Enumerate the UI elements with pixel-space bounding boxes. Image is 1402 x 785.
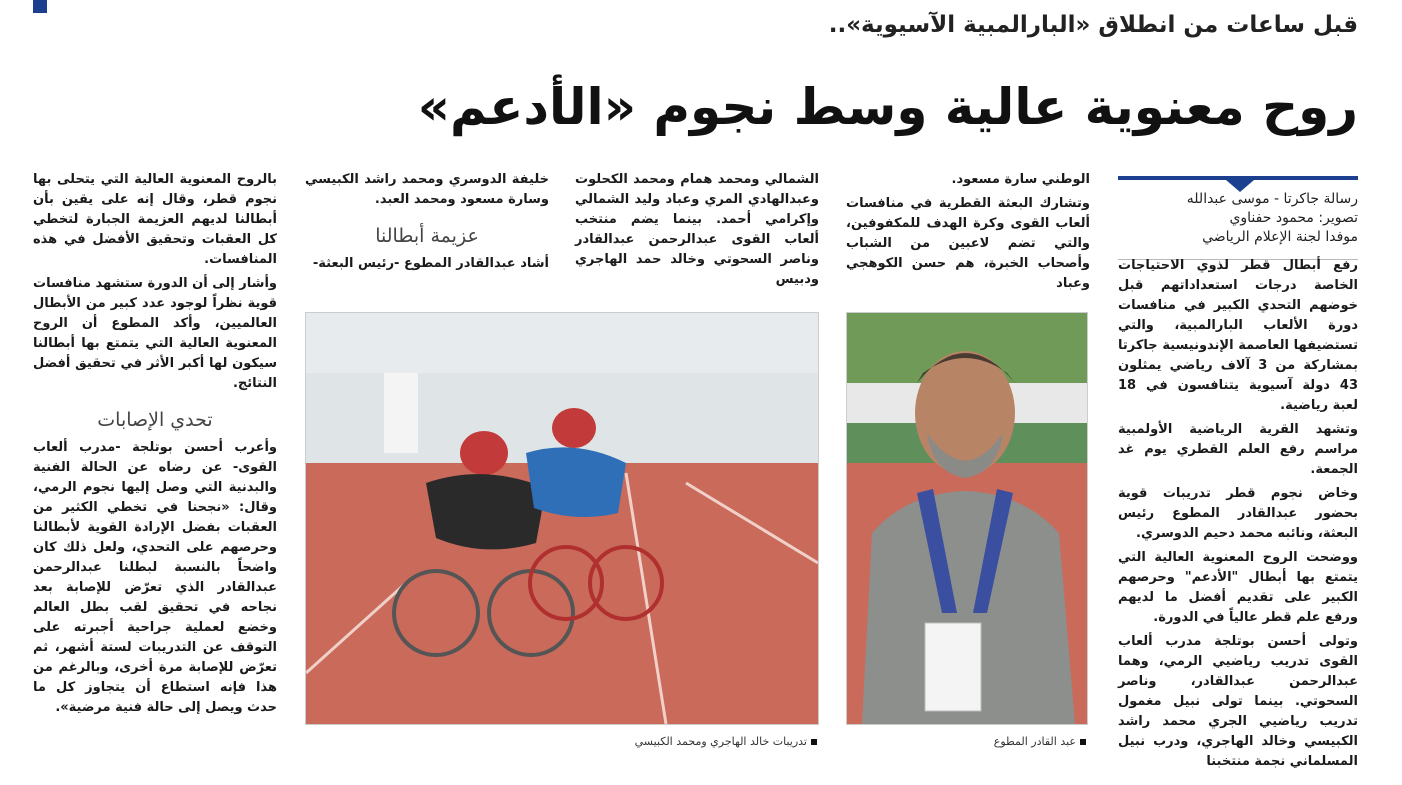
caption-text: عبد القادر المطوع xyxy=(993,735,1076,748)
article-column-3 xyxy=(575,170,819,294)
paragraph: الوطني سارة مسعود. xyxy=(951,172,1090,187)
paragraph: وأعرب أحسن بوتلجة -مدرب ألعاب القوى- عن رضاه عن الحالة الفنية والبدنية التي وصل إليها نجوم الرمي، وقال: «نجحنا في تخطي الكثير من العقبات بفضل الإرادة القوية لأبطالنا وحرصهم على التحدي، ولعل ذلك كان واضحاً بالنسبة لبطلنا عبدالرحمن عبدالقادر الذي تعرّض للإصابة بعد نجاحه في تحقيق لقب بطل العالم وخضع لعملية جراحية أجبرته على التوقف عن التدريبات لستة أشهر، ثم تعرّض للإصابة مرة أخرى، وبالرغم من هذا فإنه استطاع أن يتجاوز كل ما حدث ويصل إلى حالة فنية مرضية». xyxy=(33,440,277,715)
byline-line-1: رسالة جاكرتا - موسى عبدالله xyxy=(1186,191,1358,207)
portrait-illustration xyxy=(847,313,1087,724)
byline-line-2: تصوير: محمود حفناوي xyxy=(1229,210,1358,226)
subhead-injuries: تحدي الإصابات xyxy=(97,409,213,431)
paragraph: رفع أبطال قطر لذوي الاحتياجات الخاصة درجات استعداداتهم قبل خوضهم التحدي الكبير في منافسات دورة الألعاب البارالمبية، والتي تستضيفها العاصمة الإندونيسية جاكرتا بمشاركة من 3 آلاف رياضي يمثلون 43 دولة آسيوية يتنافسون في 18 لعبة رياضية. xyxy=(1118,258,1358,413)
paragraph: وتشهد القرية الرياضية الأولمبية مراسم رفع العلم القطري يوم غد الجمعة. xyxy=(1118,422,1358,477)
byline xyxy=(1118,176,1358,260)
paragraph: وتشارك البعثة القطرية في منافسات ألعاب القوى وكرة الهدف للمكفوفين، والتي تضم لاعبين من الشباب وأصحاب الخبرة، هم حسن الكوهجي وعباد xyxy=(846,196,1090,291)
article-column-5 xyxy=(33,170,277,722)
corner-mark xyxy=(33,0,47,13)
paragraph: وخاض نجوم قطر تدريبات قوية بحضور عبدالقادر المطوع رئيس البعثة، ونائبه محمد دحيم الدوسري. xyxy=(1118,486,1358,541)
caption-text: تدريبات خالد الهاجري ومحمد الكبيسي xyxy=(634,735,807,748)
wheelchair-training-photo xyxy=(305,312,819,725)
article-column-4 xyxy=(305,170,549,278)
caption-bullet xyxy=(811,739,817,745)
byline-triangle xyxy=(1226,180,1254,192)
paragraph: خليفة الدوسري ومحمد راشد الكبيسي وسارة مسعود ومحمد العبد. xyxy=(305,172,549,207)
article-column-1 xyxy=(1118,256,1358,776)
paragraph: أشاد عبدالقادر المطوع -رئيس البعثة- xyxy=(312,256,549,271)
paragraph: بالروح المعنوية العالية التي يتحلى بها نجوم قطر، وقال إنه على يقين بأن أبطالنا لديهم العزيمة الجبارة لتخطي كل العقبات وتحقيق الأفضل في هذه المنافسات. xyxy=(33,172,277,267)
photo-caption-portrait xyxy=(846,735,1086,748)
paragraph: ووضحت الروح المعنوية العالية التي يتمتع بها أبطال "الأدعم" وحرصهم الكبير على تقديم أفضل ما لديهم ورفع علم قطر عالياً في الدورة. xyxy=(1118,550,1358,625)
paragraph: وتولى أحسن بوتلجة مدرب ألعاب القوى تدريب رياضيي الرمي، وهما عبدالرحمن عبدالقادر، وناصر السحوتي. بينما تولى نبيل مغمول تدريب رياضيي الجري محمد راشد الكبيسي وخالد الهاجري، ودرب نبيل المسلماني نجمة منتخبنا xyxy=(1118,634,1358,769)
byline-rule xyxy=(1118,176,1358,180)
photo-caption-training xyxy=(305,735,817,748)
article-column-2 xyxy=(846,170,1090,298)
paragraph: وأشار إلى أن الدورة ستشهد منافسات قوية نظراً لوجود عدد كبير من الأبطال العالميين، وأكد المطوع أن الروح المعنوية العالية التي يتمتع بها أبطالنا سيكون لها أكبر الأثر في تحقيق أفضل النتائج. xyxy=(33,276,277,391)
kicker: قبل ساعات من انطلاق «البارالمبية الآسيوية».. xyxy=(828,12,1358,38)
subhead-determination: عزيمة أبطالنا xyxy=(375,225,479,247)
training-illustration xyxy=(306,313,818,724)
paragraph: الشمالي ومحمد همام ومحمد الكحلوت وعبدالهادي المري وعباد وليد الشمالي وإكرامي أحمد. بينما يضم منتخب ألعاب القوى عبدالرحمن عبدالقادر وناصر السحوتي وخالد حمد الهاجري ودبيس xyxy=(575,172,819,287)
official-portrait-photo xyxy=(846,312,1088,725)
caption-bullet xyxy=(1080,739,1086,745)
headline: روح معنوية عالية وسط نجوم «الأدعم» xyxy=(417,78,1358,136)
byline-line-3: موفدا لجنة الإعلام الرياضي xyxy=(1202,229,1358,245)
